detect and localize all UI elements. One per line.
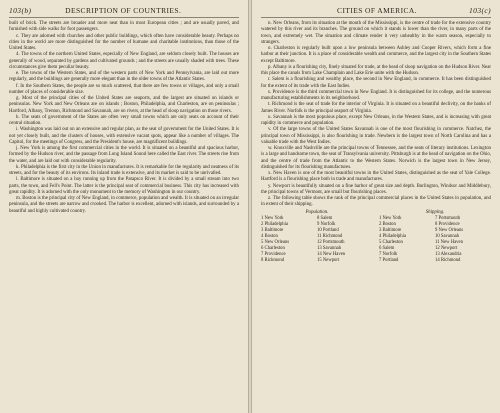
population-entry: 14 New Haven xyxy=(317,252,346,258)
paragraph: l. Baltimore is situated on a bay running up from the Patapsco River. It is divided by a small stream into two parts, the town, and Fell's Point. The latter is the principal seat of commercial business. This city has increased with great rapidity. It is adorned with the only monument to the memory of Washington in our country. xyxy=(9,177,239,195)
right-page-body xyxy=(261,21,491,264)
paragraph: z. The following table shows the rank of the principal commercial places in the United States in population, and in extent of their shipping. xyxy=(261,196,491,208)
paragraph: r. Salem is a flourishing and wealthy place, the second in New England, in commerce. It has been distinguished for the extent of its trade with the East Indies. xyxy=(261,77,491,89)
population-entry: 3 Baltimore xyxy=(261,227,284,233)
population-entry: 4 Boston xyxy=(261,233,278,239)
paragraph: y. Newport is beautifully situated on a fine harbor of great size and depth. Burlington, Windsor and Middlebury, the principal towns of Vermont, are small but flourishing places. xyxy=(261,183,491,195)
population-entry: 15 Newport xyxy=(317,258,340,264)
shipping-entry: 9 New Orleans xyxy=(435,227,464,233)
paragraph: v. Of the large towns of the United States Savannah is one of the most flourishing in commerce. Natchez, the principal town of Mississippi, is also flourishing in trade. Newbern is the largest town of North Carolina and has a valuable trade with the West Indies. xyxy=(261,127,491,145)
shipping-table-title: Shipping. xyxy=(425,209,445,215)
shipping-entry: 12 Newport xyxy=(435,245,458,251)
population-entry: 1 New York xyxy=(261,215,284,221)
population-table-title: Population. xyxy=(305,209,329,215)
population-entry: 13 Savannah xyxy=(317,245,342,251)
shipping-entry: 14 Richmond xyxy=(435,258,461,264)
right-page-header xyxy=(261,6,491,18)
population-entry: 11 Richmond xyxy=(317,233,343,239)
population-table xyxy=(261,210,373,265)
population-entry: 7 Providence xyxy=(261,252,286,258)
left-page-header xyxy=(9,6,239,18)
right-page-number: 103(c) xyxy=(469,6,491,15)
population-entry: 8 Salem xyxy=(317,215,333,221)
paragraph: n. New Orleans, from its situation at the mouth of the Mississippi, is the centre of trade for the extensive country watered by this river and its branches. The ground on which it stands is lower than the river, in many parts of the town, and extremely wet. The situation and climate render it very unhealthy in the warm season, especially to strangers. xyxy=(261,21,491,45)
shipping-entry: 8 Providence xyxy=(435,221,460,227)
shipping-entry: 6 Salem xyxy=(379,245,395,251)
shipping-entry: 10 Savannah xyxy=(435,233,460,239)
shipping-entry: 7 Portsmouth xyxy=(435,215,461,221)
shipping-entry: 11 New Haven xyxy=(435,239,463,245)
rank-tables xyxy=(261,210,491,265)
paragraph: t. Richmond is the seat of trade for the interior of Virginia. It is situated on a beautiful declivity, on the banks of James River. Norfolk is the principal seaport of Virginia. xyxy=(261,102,491,114)
population-entry: 12 Portsmouth xyxy=(317,239,345,245)
population-entry: 10 Portland xyxy=(317,227,339,233)
population-entry: 2 Philadelphia xyxy=(261,221,288,227)
paragraph: e. The towns of the Western States, and of the western parts of New York and Pennsylvania, are laid out more regularly, and the buildings are generally more elegant than in the older towns of the Atlantic States. xyxy=(9,71,239,83)
paragraph: p. Albany is a flourishing city, finely situated for trade, at the head of sloop navigation on the Hudson River. Near this place the canals from Lake Champlain and Lake Erie unite with the Hudson. xyxy=(261,64,491,76)
shipping-entry: 3 Baltimore xyxy=(379,227,402,233)
left-page-number: 103(b) xyxy=(9,6,32,15)
paragraph: i. Washington was laid out on an extensive and regular plan, as the seat of government for the United States. It is not yet closely built, and the clusters of houses, with extensive vacant spots, appear like a number of villages. The Capitol, for the meetings of Congress, and the President's house, are magnificent buildings. xyxy=(9,127,239,145)
paragraph: j. New York is among the first commercial cities in the world. It is situated on a beautiful and spacious harbor, formed by the Hudson river, and the passage from Long Island Sound here called the East river. The streets rise from the water, and are laid out with considerable regularity. xyxy=(9,146,239,164)
left-page-title: DESCRIPTION OF COUNTRIES. xyxy=(65,6,182,15)
paragraph: o. Charleston is regularly built upon a low peninsula between Ashley and Cooper Rivers, which form a fine harbor at their junction. It is a place of considerable wealth and commerce, and the largest city in the Southern States except Baltimore. xyxy=(261,46,491,64)
paragraph: built of brick. The streets are broader and more neat than in most European cities ; and are usually paved, and furnished with side walks for foot passengers. xyxy=(9,21,239,33)
population-entry: 9 Norfolk xyxy=(317,221,336,227)
shipping-entry: 7 Norfolk xyxy=(379,252,398,258)
paragraph: h. The seats of government of the States are often very small towns which are only seats on account of their central situation. xyxy=(9,114,239,126)
shipping-table xyxy=(379,210,491,265)
shipping-entry: 1 New York xyxy=(379,215,402,221)
left-page xyxy=(0,0,249,413)
right-page xyxy=(251,0,500,413)
population-entry: 5 New Orleans xyxy=(261,239,290,245)
shipping-entry: 4 Philadelphia xyxy=(379,233,406,239)
right-page-title: CITIES OF AMERICA. xyxy=(337,6,417,15)
shipping-entry: 7 Portland xyxy=(379,258,399,264)
shipping-list xyxy=(379,216,491,265)
shipping-entry: 2 Boston xyxy=(379,221,396,227)
paragraph: x. New Haven is one of the most beautiful towns in the United States, distinguished as the seat of Yale College. Hartford is a flourishing place both in trade and manufactures. xyxy=(261,171,491,183)
paragraph: g. Most of the principal cities of the United States are seaports, and the largest are situated on islands or peninsulas. New York and New Orleans are on islands ; Boston, Philadelphia, and Charleston, are on peninsulas ; Hartford, Albany, Trenton, Richmond and Savannah, are on rivers, at the head of sloop navigation on those rivers. xyxy=(9,96,239,114)
paragraph: w. Knoxville and Nashville are the principal towns of Tennessee, and the seats of literary institutions. Lexington is a large and handsome town, the seat of Transylvania university. Pittsburgh is at the head of navigation on the Ohio, and the centre of trade from the Atlantic to the Western States. Norwich is the largest town in New Jersey, distinguished for its flourishing manufactures. xyxy=(261,146,491,170)
population-list xyxy=(261,216,373,265)
paragraph: c. They are adorned with churches and other public buildings, which often have considerable beauty. Perhaps no cities in the world are more distinguished for the number of humane and charitable institutions, than those of the United States. xyxy=(9,33,239,51)
left-page-body xyxy=(9,21,239,215)
shipping-entry: 5 Charleston xyxy=(379,239,403,245)
shipping-entry: 13 Alexandria xyxy=(435,252,462,258)
paragraph: f. In the Southern States, the people are so much scattered, that there are few towns or villages, and only a small number of places of considerable size. xyxy=(9,83,239,95)
population-entry: 6 Charleston xyxy=(261,245,285,251)
paragraph: k. Philadelphia is the first city in the Union in manufactures. It is remarkable for the regularity and neatness of its streets, and for the beauty of its environs. Its inland trade is extensive, and its market is said to be unrivalled. xyxy=(9,164,239,176)
paragraph: u. Savannah is the most populous place, except New Orleans, in the Western States, and is increasing with great rapidity in commerce and population. xyxy=(261,114,491,126)
paragraph: 4. The towns of the northern United States, especially of New England, are seldom closely built. The houses are generally of wood, separated by gardens and cultivated grounds ; and the streets are usually shaded with trees. These circumstances give them peculiar beauty. xyxy=(9,52,239,70)
paragraph: m. Boston is the principal city of New England, in commerce, population and wealth. It is situated on an irregular peninsula, and the streets are narrow and crooked. The harbor is excellent, adorned with islands, and surrounded by a beautiful and highly cultivated country. xyxy=(9,196,239,214)
population-entry: 8 Richmond xyxy=(261,258,285,264)
paragraph: s. Providence is the third commercial town in New England. It is distinguished for its college, and the numerous manufacturing establishments in its neighborhood. xyxy=(261,89,491,101)
